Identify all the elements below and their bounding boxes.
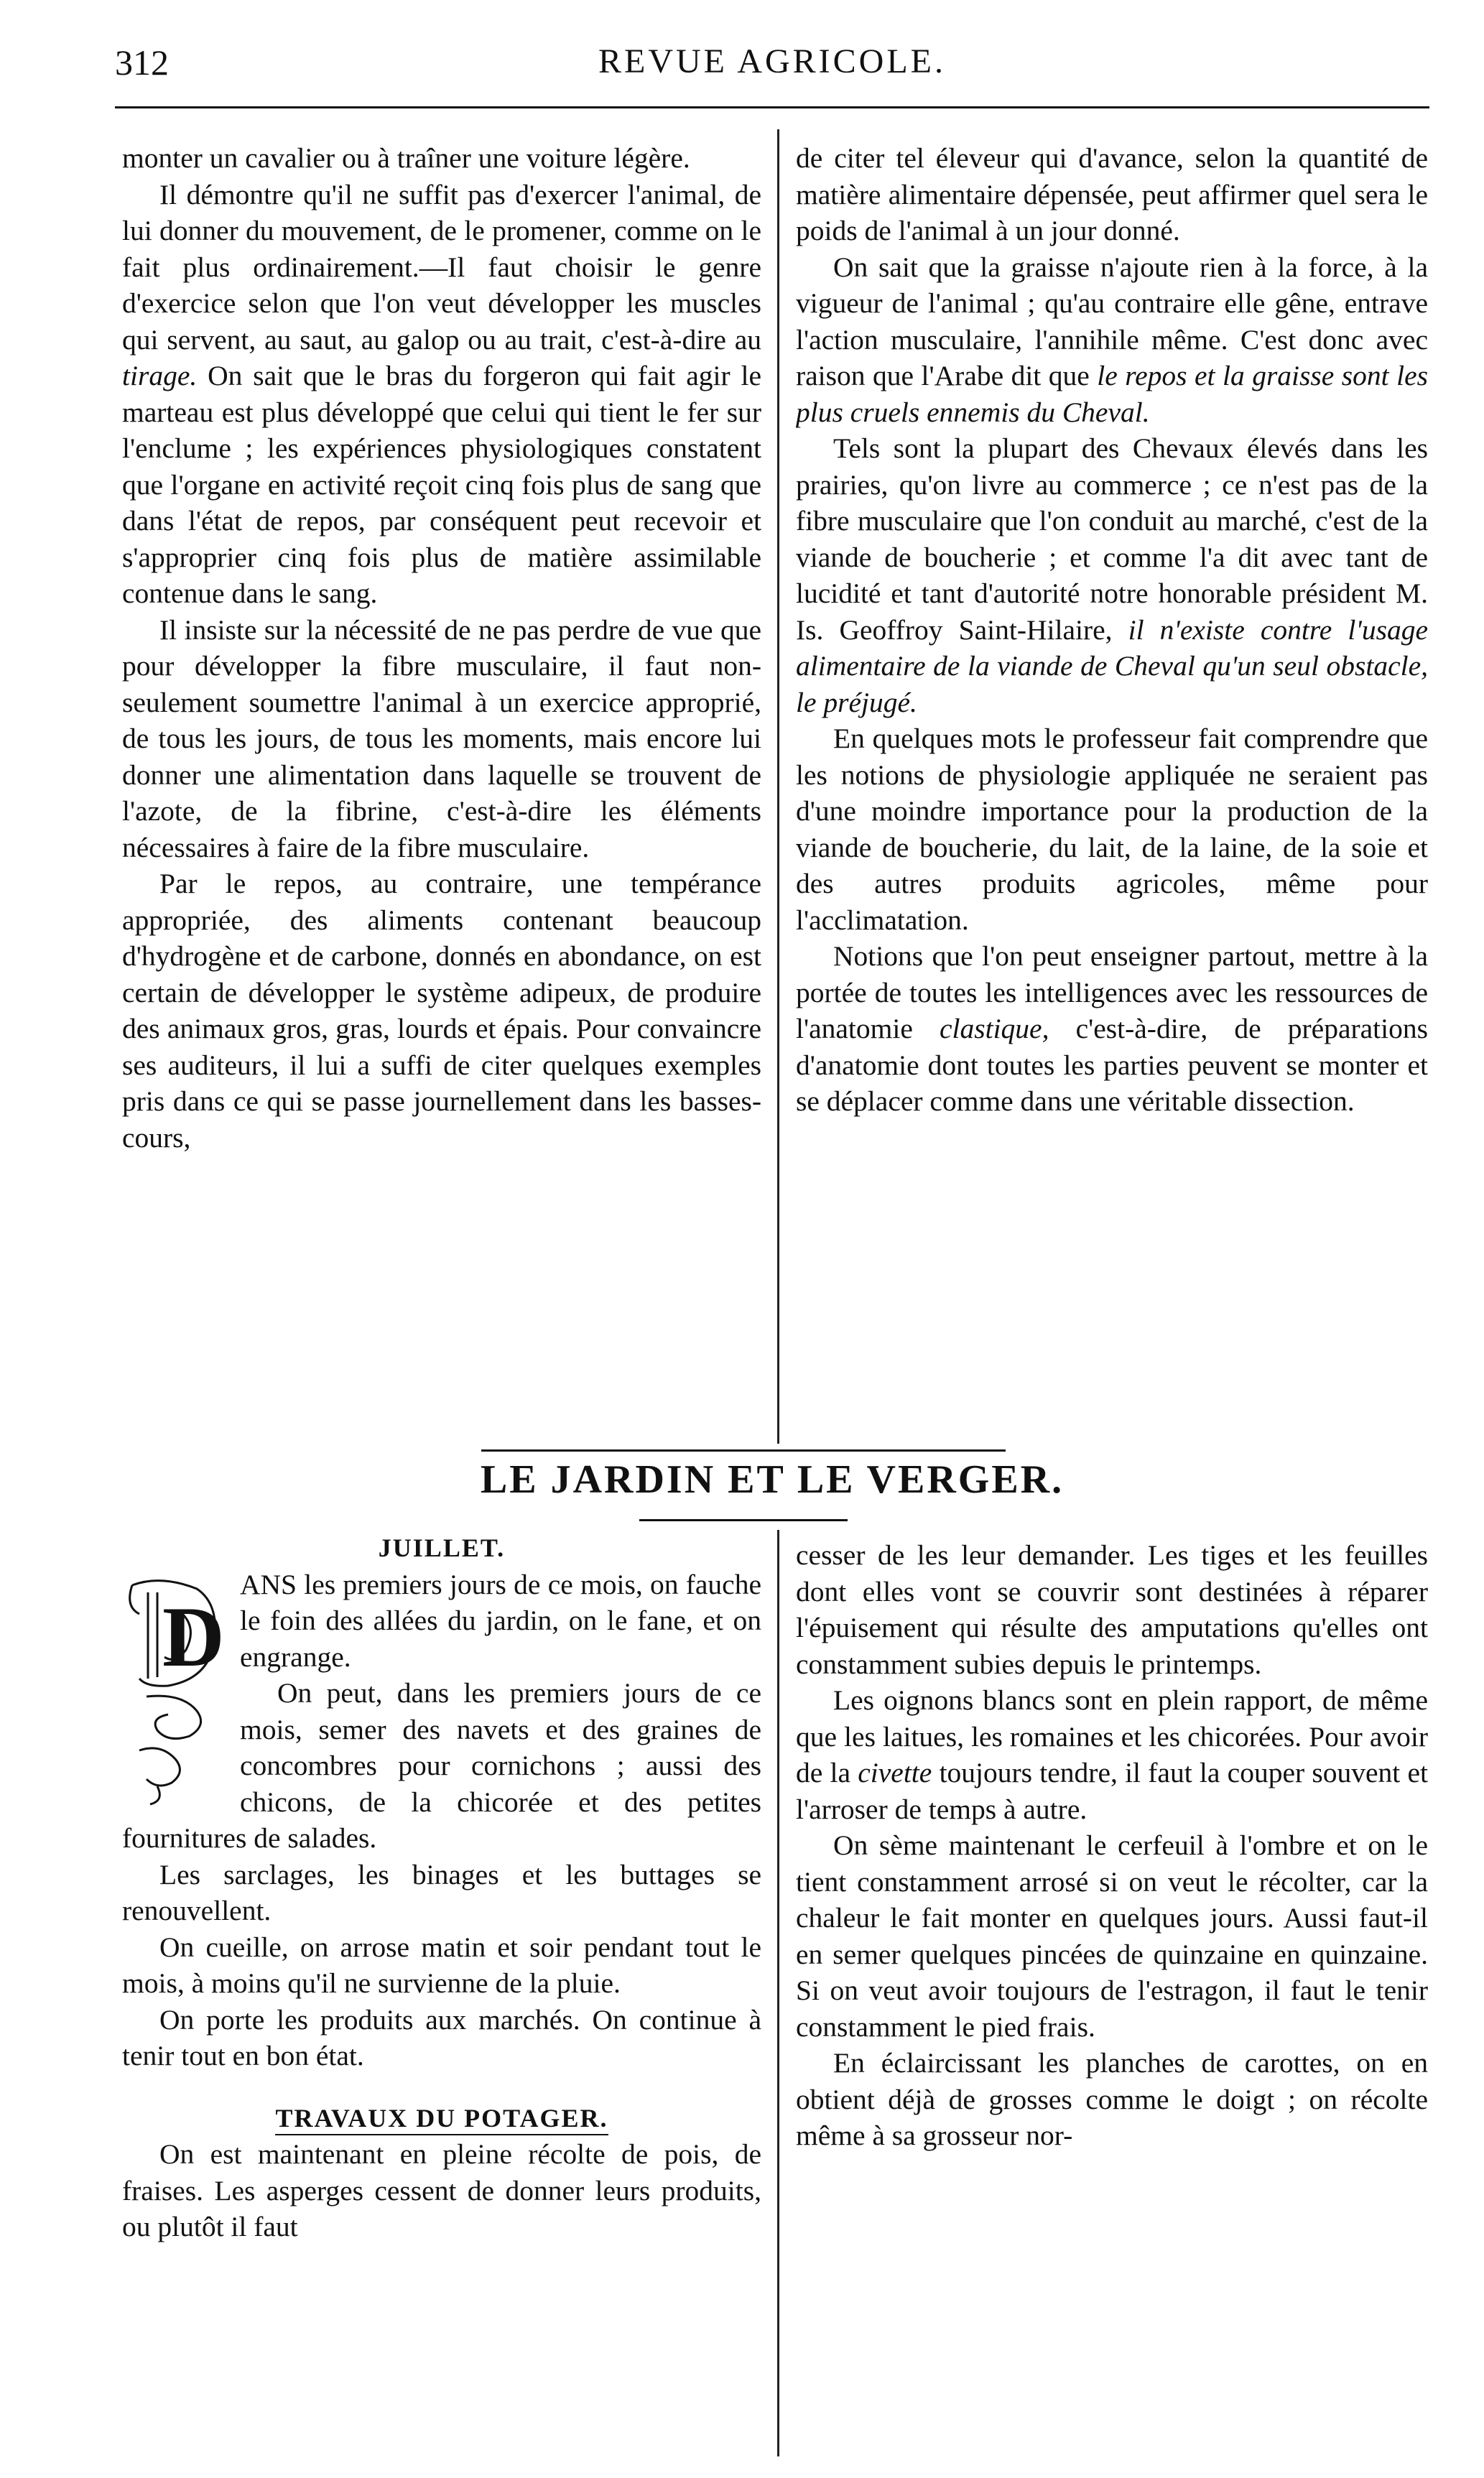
paragraph: On porte les produits aux marchés. On continue à tenir tout en bon état. [122,2003,761,2071]
paragraph: Par le repos, au contraire, une tempérance appropriée, des aliments contenant beaucoup d'hydrogène et de carbone, donnés en abondance, on est certain de développer le système adipeux, de produire des animaux gros, gras, lourds et épais. Pour convaincre ses auditeurs, il lui a suffi de citer quelques exemples pris dans ce qui se passe journellement dans les basses-cours, [122,868,761,1154]
text-run: On sait que le bras du forgeron qui fait agir le marteau est plus développé que celui qui tient le fer sur l'enclume ; les expériences physiologiques constatent que l'organe en activité reçoit cinq fois plus de sang que dans l'état de repos, par conséquent peut recevoir et s'approprier cinq fois plus de matière assimilable contenue dans le sang. [122,360,761,609]
paragraph: On peut, dans les premiers jours de ce mois, semer des navets et des graines de concombres pour cornichons ; aussi des chicons, de la chicorée et des petites fournitures de salades. [122,1677,761,1854]
paragraph [796,249,1428,431]
article-column-right [796,140,1428,1454]
dropcap-d [122,1571,226,1808]
paragraph: monter un cavalier ou à traîner une voiture légère. [122,142,690,174]
text-run: Notions que l'on peut enseigner partout, mettre à la portée de toutes les intelligences avec les ressources de l'anatomie [796,940,1428,1044]
emphasis-text: clastique, [939,1013,1049,1044]
paragraph: En éclaircissant les planches de carottes, on en obtient déjà de grosses comme le doigt ; on récolte même à sa grosseur nor- [796,2047,1428,2151]
subhead-month: JUILLET. [378,1533,506,1562]
paragraph [796,430,1428,720]
paragraph: Les sarclages, les binages et les buttages se renouvellent. [122,1858,761,1926]
dropcap-letter: D [162,1588,225,1684]
paragraph: On cueille, on arrose matin et soir pendant tout le mois, à moins qu'il ne survienne de la pluie. [122,1931,761,1999]
running-head [115,37,1429,88]
paragraph: On sème maintenant le cerfeuil à l'ombre et on le tient constamment arrosé si on veut le récolter, car la chaleur le fait monter en quelques jours. Aussi faut-il en semer quelques pincées de quinzaine en quinzaine. Si on veut avoir toujours de l'estragon, il faut le tenir constamment le pied frais. [796,1829,1428,2043]
column-divider [777,1530,779,2456]
garden-column-right [796,1537,1428,2464]
column-divider [777,129,779,1444]
paragraph [122,177,761,612]
header-rule [115,106,1429,108]
text-run: On sait que la graisse n'ajoute rien à la force, à la vigueur de l'animal ; qu'au contraire elle gêne, entrave l'action musculaire, l'annihile même. C'est donc avec raison que l'Arabe dit que [796,251,1428,391]
paragraph [796,938,1428,1120]
emphasis-text: tirage. [122,360,198,391]
text-run: Les oignons blancs sont en plein rapport, de même que les laitues, les romaines et les chicorées. Pour avoir de la [796,1684,1428,1788]
subhead-text: TRAVAUX DU POTAGER. [275,2104,608,2135]
paragraph: En quelques mots le professeur fait comprendre que les notions de physiologie appliquée ne seraient pas d'une moindre importance pour la production de la viande de boucherie, du lait, de la laine, de la soie et des autres produits agricoles, même pour l'acclimatation. [796,723,1428,936]
paragraph [796,1682,1428,1827]
subhead-potager [122,2100,761,2137]
page-number: 312 [115,42,169,83]
garden-column-left [122,1530,761,2456]
emphasis-text: civette [858,1757,932,1788]
text-run: c'est-à-dire, de préparations d'anatomie dont toutes les parties peuvent se monter et se déplacer comme dans une véritable dissection. [796,1013,1428,1117]
section-rule-bottom [639,1519,848,1521]
ornamental-letter-icon [122,1571,226,1808]
emphasis-text: le repos et la graisse sont les plus cruels ennemis du Cheval. [796,360,1428,428]
text-run: Il démontre qu'il ne suffit pas d'exercer l'animal, de lui donner du mouvement, de le promener, comme on le fait plus ordinairement.—Il faut choisir le genre d'exercice selon que l'on veut développer les muscles qui servent, au saut, au galop ou au trait, c'est-à-dire au [122,178,761,356]
paragraph: ANS les premiers jours de ce mois, on fauche le foin des allées du jardin, on le fane, et on engrange. [240,1568,761,1673]
emphasis-text: il n'existe contre l'usage alimentaire de la viande de Cheval qu'un seul obstacle, le préjugé. [796,613,1428,718]
text-run: toujours tendre, il faut la couper souvent et l'arroser de temps à autre. [796,1757,1428,1825]
section-title: LE JARDIN ET LE VERGER. [480,1457,1065,1502]
section-rule-top [481,1449,1006,1452]
text-run: Tels sont la plupart des Chevaux élevés dans les prairies, qu'on livre au commerce ; ce n'est pas de la fibre musculaire que l'on conduit au marché, c'est de la viande de boucherie ; et comme l'a dit avec tant de lucidité et tant d'autorité notre honorable président M. Is. Geoffroy Saint-Hilaire, [796,432,1428,646]
paragraph: cesser de les leur demander. Les tiges et les feuilles dont elles vont se couvrir sont destinées à réparer l'épuisement qui résulte des amputations qu'elles ont constamment subies depuis le printemps. [796,1539,1428,1680]
paragraph: On est maintenant en pleine récolte de pois, de fraises. Les asperges cessent de donner leurs produits, ou plutôt il faut [122,2138,761,2242]
paragraph: Il insiste sur la nécessité de ne pas perdre de vue que pour développer la fibre musculaire, il faut non-seulement soumettre l'animal à un exercice approprié, de tous les jours, de tous les moments, mais encore lui donner une alimentation dans laquelle se trouvent de l'azote, de la fibrine, c'est-à-dire les éléments nécessaires à faire de la fibre musculaire. [122,613,761,863]
paragraph: de citer tel éleveur qui d'avance, selon la quantité de matière alimentaire dépensée, peut affirmer quel sera le poids de l'animal à un jour donné. [796,142,1428,246]
journal-title: REVUE AGRICOLE. [598,42,946,80]
article-column-left [122,140,761,1454]
